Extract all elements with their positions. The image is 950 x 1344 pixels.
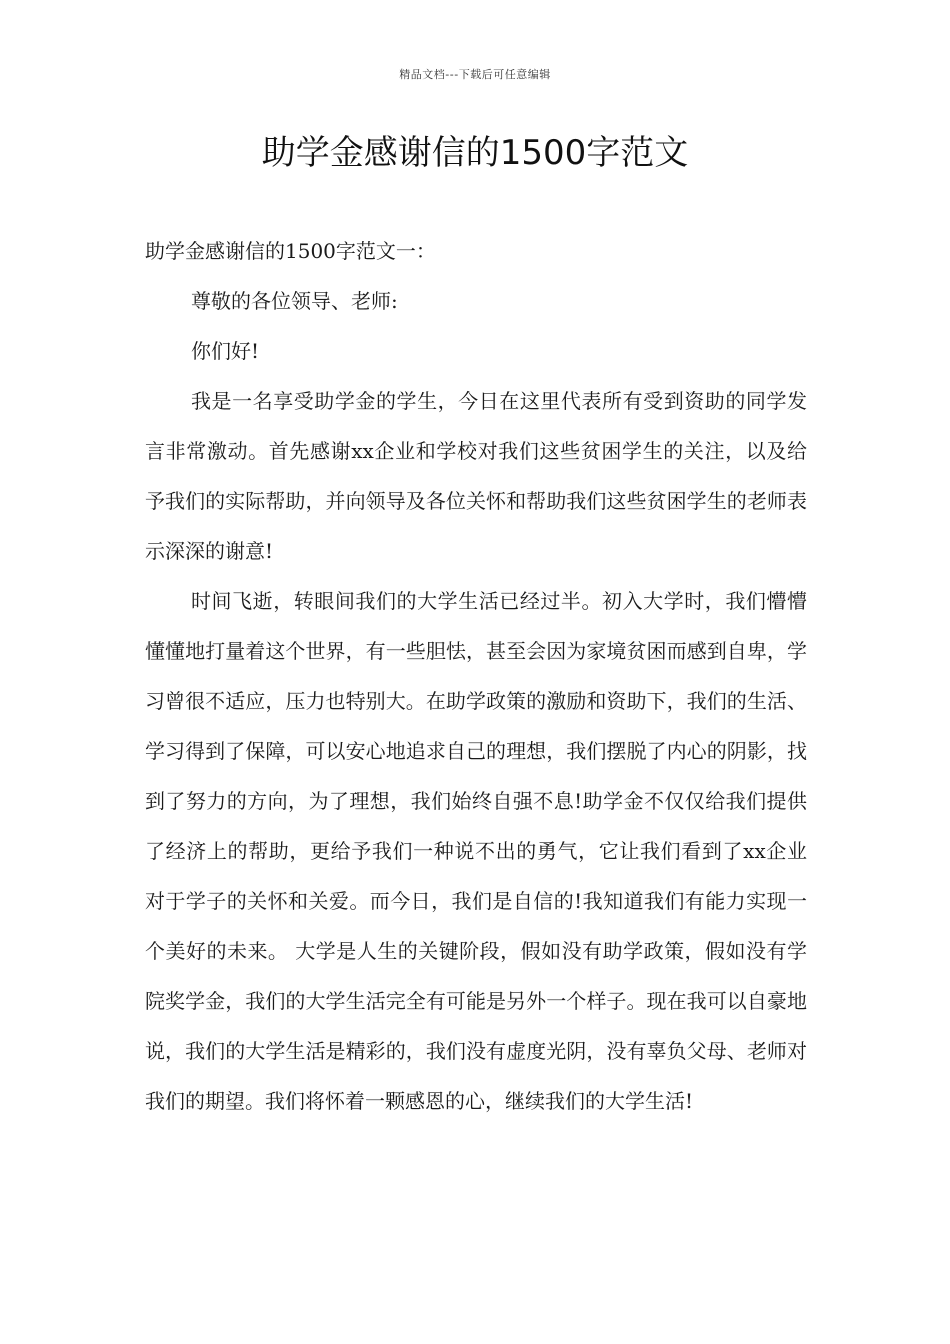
document-title: 助学金感谢信的1500字范文 bbox=[261, 133, 689, 173]
greeting: 你们好! bbox=[191, 339, 260, 363]
body-paragraph: 时间飞逝，转眼间我们的大学生活已经过半。初入大学时，我们懵懵懂懂地打量着这个世界，有一些胆怯，甚至会因为家境贫困而感到自卑，学习曾很不适应，压力也特别大。在助学政策的激励和资助下，我们的生活、学习得到了保障，可以安心地追求自己的理想，我们摆脱了内心的阴影，找到了努力的方向，为了理想，我们始终自强不息!助学金不仅仅给我们提供了经济上的帮助，更给予我们一种说不出的勇气，它让我们看到了xx企业对于学子的关怀和关爱。而今日，我们是自信的!我知道我们有能力实现一个美好的未来。 大学是人生的关键阶段，假如没有助学政策，假如没有学院奖学金，我们的大学生活完全有可能是另外一个样子。现在我可以自豪地说，我们的大学生活是精彩的，我们没有虚度光阴，没有辜负父母、老师对我们的期望。我们将怀着一颗感恩的心，继续我们的大学生活! bbox=[145, 589, 807, 1113]
document-body bbox=[145, 226, 807, 1126]
section-label: 助学金感谢信的1500字范文一： bbox=[145, 239, 436, 263]
salutation: 尊敬的各位领导、老师: bbox=[191, 289, 398, 313]
page-header: 精品文档---下载后可任意编辑 bbox=[399, 68, 551, 81]
body-paragraph: 我是一名享受助学金的学生，今日在这里代表所有受到资助的同学发言非常激动。首先感谢xx企业和学校对我们这些贫困学生的关注，以及给予我们的实际帮助，并向领导及各位关怀和帮助我们这些贫困学生的老师表示深深的谢意! bbox=[145, 389, 807, 563]
